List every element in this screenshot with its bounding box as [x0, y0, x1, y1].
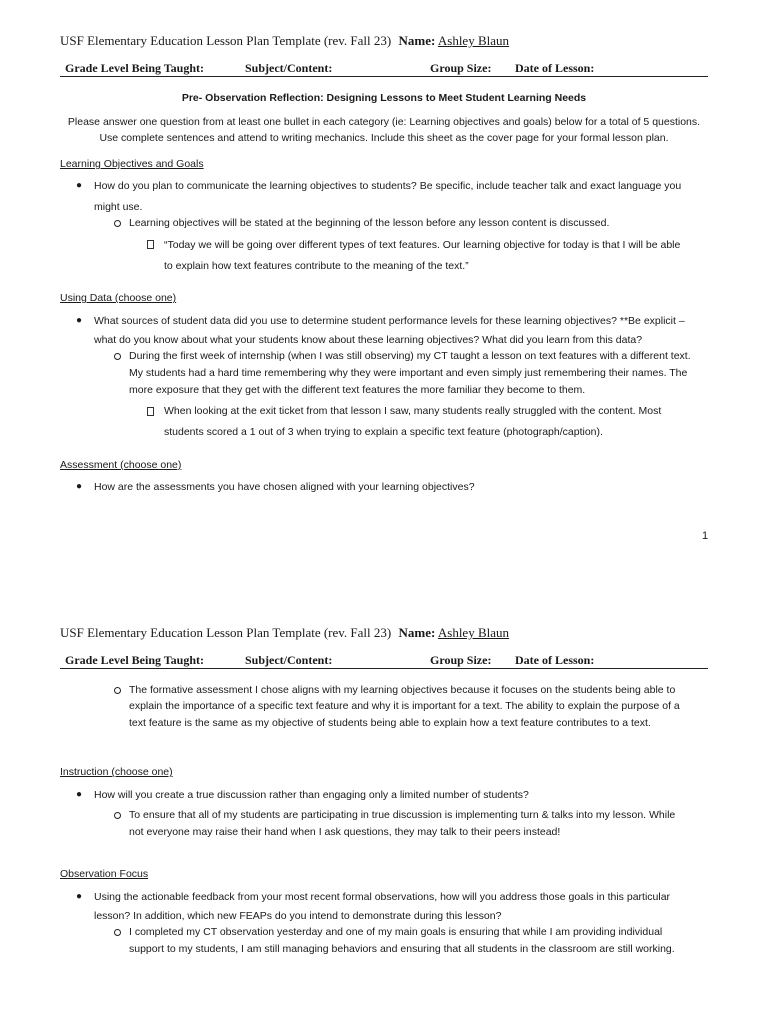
section-title-assessment: Assessment (choose one) [60, 459, 182, 471]
data-answer-line-2: My students had a hard time remembering why they were important and even simply just remembering their names. The [129, 367, 688, 379]
section-title-instruction: Instruction (choose one) [60, 766, 173, 778]
intro-text-line-2: Use complete sentences and attend to writing mechanics. Include this sheet as the cover page for your formal lesson plan. [99, 132, 669, 144]
page-number: 1 [702, 530, 709, 542]
grade-level-label: Grade Level Being Taught: [65, 61, 205, 75]
group-size-label: Group Size: [430, 653, 492, 667]
data-detail-line-1: When looking at the exit ticket from that lesson I saw, many students really struggled with the content. Most [164, 405, 662, 417]
name-value: Ashley Blaun [437, 33, 510, 48]
template-header [60, 625, 509, 641]
grade-level-label: Grade Level Being Taught: [65, 653, 205, 667]
circle-bullet-icon [114, 687, 121, 694]
bullet-icon: ● [76, 789, 83, 800]
subject-label: Subject/Content: [245, 653, 333, 667]
date-label: Date of Lesson: [515, 653, 595, 667]
date-label: Date of Lesson: [515, 61, 595, 75]
bullet-icon: ● [76, 315, 83, 326]
square-bullet-icon [147, 407, 154, 416]
lesson-info-row [60, 61, 708, 77]
circle-bullet-icon [114, 220, 121, 227]
data-answer-line-3: more exposure that they get with the different text features the more familiar they become to them. [129, 384, 586, 396]
objectives-detail-line-2: to explain how text features contribute to the meaning of the text.” [164, 260, 469, 272]
name-label: Name: [398, 625, 436, 640]
assessment-answer-line-2: explain the importance of a specific text feature and why it is important for a text. The ability to explain the purpose of a [129, 700, 680, 712]
intro-text-line-1: Please answer one question from at least one bullet in each category (ie: Learning objectives and goals) below for a total of 5 questions. [67, 116, 701, 128]
template-title: USF Elementary Education Lesson Plan Template (rev. Fall 23) [60, 33, 392, 48]
assessment-answer-line-3: text feature is the same as my objective of students being able to explain how a text feature contributes to a text. [129, 717, 651, 729]
observation-answer-line-2: support to my students, I am still managing behaviors and ensuring that all students in the classroom are still working. [129, 943, 675, 955]
section-title-objectives: Learning Objectives and Goals [60, 158, 204, 170]
subject-label: Subject/Content: [245, 61, 333, 75]
page-2 [0, 592, 768, 1024]
data-question-line-1: What sources of student data did you use to determine student performance levels for these learning objectives? **Be explicit – [94, 315, 685, 327]
reflection-heading: Pre- Observation Reflection: Designing Lessons to Meet Student Learning Needs [181, 92, 587, 104]
circle-bullet-icon [114, 812, 121, 819]
assessment-question: How are the assessments you have chosen aligned with your learning objectives? [94, 481, 475, 493]
data-question-line-2: what do you know about what your students know about these learning objectives? What did you learn from this data? [94, 334, 643, 346]
circle-bullet-icon [114, 353, 121, 360]
observation-question-line-1: Using the actionable feedback from your most recent formal observations, how will you address those goals in this particular [94, 891, 671, 903]
section-title-data: Using Data (choose one) [60, 292, 177, 304]
instruction-question: How will you create a true discussion rather than engaging only a limited number of students? [94, 789, 529, 801]
template-header [60, 33, 509, 49]
name-value: Ashley Blaun [437, 625, 510, 640]
bullet-icon: ● [76, 481, 83, 492]
assessment-answer-line-1: The formative assessment I chose aligns with my learning objectives because it focuses on the students being able to [129, 684, 676, 696]
section-title-observation: Observation Focus [60, 868, 149, 880]
group-size-label: Group Size: [430, 61, 492, 75]
instruction-answer-line-1: To ensure that all of my students are participating in true discussion is implementing turn & talks into my lesson. While [129, 809, 676, 821]
name-label: Name: [398, 33, 436, 48]
observation-question-line-2: lesson? In addition, which new FEAPs do you intend to demonstrate during this lesson? [94, 910, 502, 922]
objectives-question-line-1: How do you plan to communicate the learning objectives to students? Be specific, include teacher talk and exact language you [94, 180, 682, 192]
instruction-answer-line-2: not everyone may raise their hand when I ask questions, they may talk to their peers instead! [129, 826, 561, 838]
lesson-info-row [60, 653, 708, 669]
data-answer-line-1: During the first week of internship (when I was still observing) my CT taught a lesson on text features with a different text. [129, 350, 691, 362]
objectives-question-line-2: might use. [94, 201, 143, 213]
observation-answer-line-1: I completed my CT observation yesterday and one of my main goals is ensuring that while I am providing individual [129, 926, 663, 938]
objectives-answer: Learning objectives will be stated at the beginning of the lesson before any lesson content is discussed. [129, 217, 610, 229]
template-title: USF Elementary Education Lesson Plan Template (rev. Fall 23) [60, 625, 392, 640]
objectives-detail-line-1: “Today we will be going over different types of text features. Our learning objective for today is that I will be able [164, 239, 681, 251]
circle-bullet-icon [114, 929, 121, 936]
square-bullet-icon [147, 240, 154, 249]
bullet-icon: ● [76, 891, 83, 902]
bullet-icon: ● [76, 180, 83, 191]
data-detail-line-2: students scored a 1 out of 3 when trying to explain a specific text feature (photograph/caption). [164, 426, 603, 438]
